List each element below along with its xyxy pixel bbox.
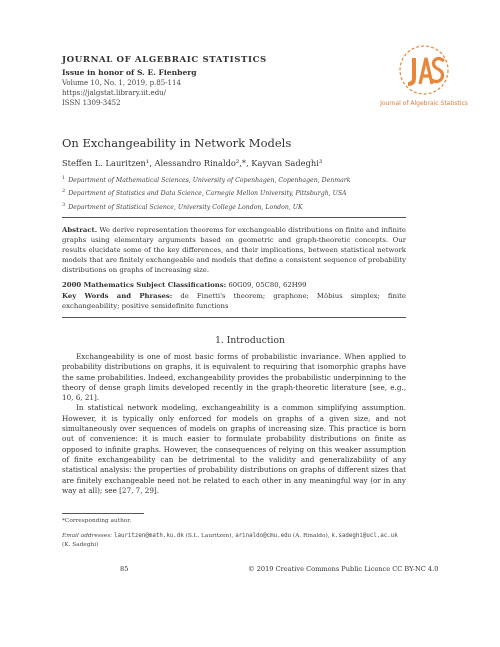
email-footnote	[62, 532, 406, 549]
msc-classification	[62, 281, 406, 289]
abstract-label: Abstract.	[62, 226, 98, 234]
logo-caption: Journal of Algebraic Statistics	[380, 100, 468, 107]
page-number: 85	[120, 565, 129, 573]
abstract	[62, 226, 406, 276]
intro-body	[62, 352, 406, 496]
affiliation-3: $^3$ Department of Statistical Science, University College London, London, UK	[62, 201, 303, 211]
email-1-name: (S.L. Lauritzen),	[185, 533, 234, 539]
journal-url: https://jalgstat.library.iit.edu/	[62, 89, 167, 97]
email-1[interactable]: lauritzen@math.ku.dk	[113, 533, 184, 539]
affiliation-1: $^1$ Department of Mathematical Sciences, University of Copenhagen, Copenhagen, Denmark	[62, 175, 351, 185]
abstract-text: We derive representation theorems for exchangeable distributions on finite and infinite graphs using elementary arguments based on geometric and graph-theoretic concepts. Our results elucidate some of the key differences, and their implications, between statistical network models that are finitely exchangeable and models that define a consistent sequence of probability distributions on graphs of increasing size.	[62, 226, 406, 274]
footnote-divider	[62, 513, 144, 514]
keywords-label: Key Words and Phrases:	[62, 292, 173, 300]
section-heading: 1. Introduction	[215, 335, 285, 346]
email-2-name: (A. Rinaldo),	[292, 533, 330, 539]
journal-logo	[368, 42, 480, 112]
msc-label: 2000 Mathematics Subject Classifications:	[62, 281, 227, 289]
affiliation-2: $^2$ Department of Statistics and Data Science, Carnegie Mellon University, Pittsburgh, USA	[62, 188, 347, 198]
keywords	[62, 292, 406, 311]
email-label: Email addresses:	[62, 533, 113, 539]
intro-paragraph-1: Exchangeability is one of most basic forms of probabilistic invariance. When applied to probability distributions on graphs, it is equivalent to requiring that isomorphic graphs have the same probabilities. Indeed, exchangeability provides the probabilistic underpinning to the theory of dense graph limits developed recently in the graph-theoretic literature [see, e.g., 10, 6, 21].	[62, 352, 406, 403]
journal-volume: Volume 10, No. 1, 2019, p.85-114	[62, 79, 181, 87]
keywords-text: de Finetti's theorem; graphone; Möbius simplex; finite exchangeability; positive semidefinite functions	[62, 292, 406, 310]
journal-name: JOURNAL OF ALGEBRAIC STATISTICS	[62, 55, 267, 65]
journal-issn: ISSN 1309-3452	[62, 99, 121, 107]
divider-bottom	[62, 317, 406, 318]
jas-logo-icon	[368, 42, 480, 102]
license-text: © 2019 Creative Commons Public Licence CC BY-NC 4.0	[248, 565, 439, 573]
affiliations	[62, 173, 442, 213]
journal-issue: Issue in honor of S. E. Fienberg	[62, 68, 197, 77]
intro-paragraph-2: In statistical network modeling, exchangeability is a common simplifying assumption. However, it is typically only enforced for models on graphs of a given size, and not simultaneously over sequences of models on graphs of increasing size. This practice is born out of convenience: it is much easier to formulate probability distributions on finite as opposed to infinite graphs. However, the consequences of relying on this weaker assumption of finite exchangeability can be detrimental to the validity and generalizability of any statistical analysis: the properties of probability distributions on graphs of different sizes that are finitely exchangeable need not be related to each other in any meaningful way (or in any way at all); see [27, 7, 29].	[62, 403, 406, 495]
paper-authors: Steffen L. Lauritzen¹, Alessandro Rinaldo²,*, Kayvan Sadeghi³	[62, 158, 323, 168]
paper-title: On Exchangeability in Network Models	[62, 136, 292, 150]
journal-header	[62, 55, 322, 107]
divider-top	[62, 217, 406, 218]
email-2[interactable]: arinaldo@cmu.edu	[235, 533, 292, 539]
corresponding-note: *Corresponding author.	[62, 518, 132, 524]
email-3[interactable]: k.sadeghi@ucl.ac.uk	[331, 533, 398, 539]
email-3-name: (K. Sadeghi)	[62, 541, 99, 548]
msc-codes: 60G09, 05C80, 62H99	[228, 281, 307, 289]
